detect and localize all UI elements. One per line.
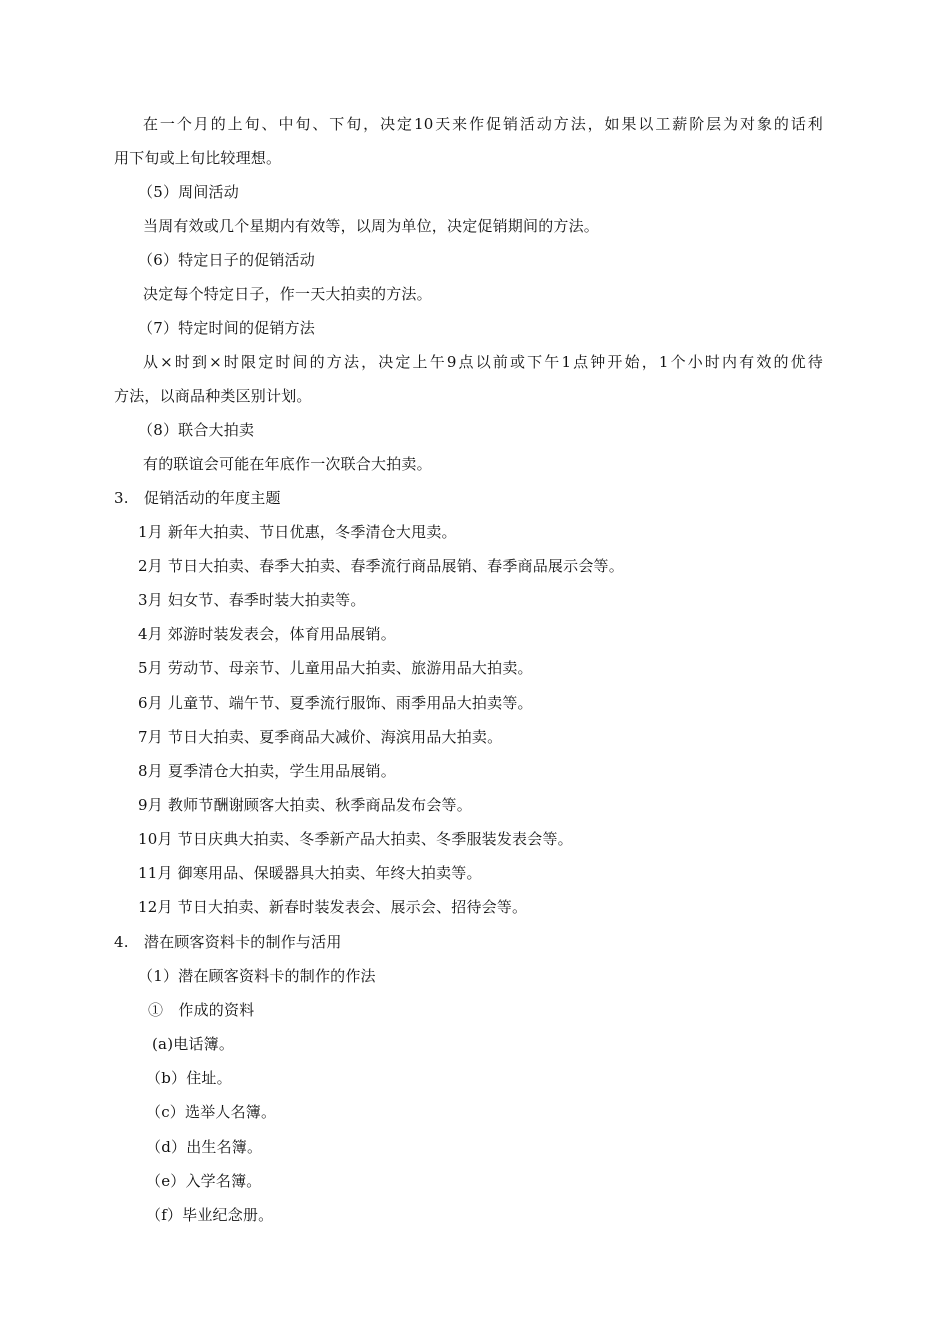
- subheading-card-method: （1）潜在顾客资料卡的制作的作法: [138, 967, 376, 985]
- list-item-e: （e）入学名簿。: [146, 1172, 262, 1190]
- month-item-5: 5月 劳动节、母亲节、儿童用品大拍卖、旅游用品大拍卖。: [138, 659, 533, 677]
- list-item-c: （c）选举人名簿。: [146, 1103, 277, 1121]
- list-item-d: （d）出生名簿。: [146, 1138, 263, 1156]
- subheading-joint-sale: （8）联合大拍卖: [138, 421, 255, 439]
- paragraph-weekly-activity: 当周有效或几个星期内有效等，以周为单位，决定促销期间的方法。: [143, 217, 600, 235]
- list-item-b: （b）住址。: [146, 1069, 232, 1087]
- subheading-specific-day: （6）特定日子的促销活动: [138, 251, 315, 269]
- month-item-11: 11月 御寒用品、保暖器具大拍卖、年终大拍卖等。: [138, 864, 482, 882]
- subheading-source-data: ① 作成的资料: [148, 1001, 255, 1019]
- month-item-12: 12月 节日大拍卖、新春时装发表会、展示会、招待会等。: [138, 898, 528, 916]
- paragraph-specific-day: 决定每个特定日子，作一天大拍卖的方法。: [143, 285, 432, 303]
- section-heading-customer-cards: 4. 潜在顾客资料卡的制作与活用: [114, 933, 342, 951]
- month-item-9: 9月 教师节酬谢顾客大拍卖、秋季商品发布会等。: [138, 796, 472, 814]
- subheading-weekly-activity: （5）周间活动: [138, 183, 239, 201]
- month-item-8: 8月 夏季清仓大拍卖，学生用品展销。: [138, 762, 396, 780]
- month-item-7: 7月 节日大拍卖、夏季商品大减价、海滨用品大拍卖。: [138, 728, 503, 746]
- paragraph-line-1: 在一个月的上旬、中旬、下旬，决定10天来作促销活动方法，如果以工薪阶层为对象的话利: [143, 115, 823, 133]
- list-item-a: (a)电话簿。: [152, 1035, 235, 1053]
- month-item-1: 1月 新年大拍卖、节日优惠，冬季清仓大甩卖。: [138, 523, 457, 541]
- section-heading-annual-themes: 3. 促销活动的年度主题: [114, 489, 281, 507]
- paragraph-joint-sale: 有的联谊会可能在年底作一次联合大拍卖。: [143, 455, 432, 473]
- paragraph-line-2: 用下旬或上旬比较理想。: [114, 149, 282, 167]
- month-item-6: 6月 儿童节、端午节、夏季流行服饰、雨季用品大拍卖等。: [138, 694, 533, 712]
- month-item-3: 3月 妇女节、春季时装大拍卖等。: [138, 591, 366, 609]
- month-item-4: 4月 郊游时装发表会，体育用品展销。: [138, 625, 396, 643]
- paragraph-specific-time-1: 从×时到×时限定时间的方法，决定上午9点以前或下午1点钟开始，1个小时内有效的优待: [143, 353, 823, 371]
- paragraph-specific-time-2: 方法，以商品种类区别计划。: [114, 387, 312, 405]
- list-item-f: （f）毕业纪念册。: [146, 1206, 274, 1224]
- month-item-10: 10月 节日庆典大拍卖、冬季新产品大拍卖、冬季服装发表会等。: [138, 830, 573, 848]
- subheading-specific-time: （7）特定时间的促销方法: [138, 319, 315, 337]
- month-item-2: 2月 节日大拍卖、春季大拍卖、春季流行商品展销、春季商品展示会等。: [138, 557, 624, 575]
